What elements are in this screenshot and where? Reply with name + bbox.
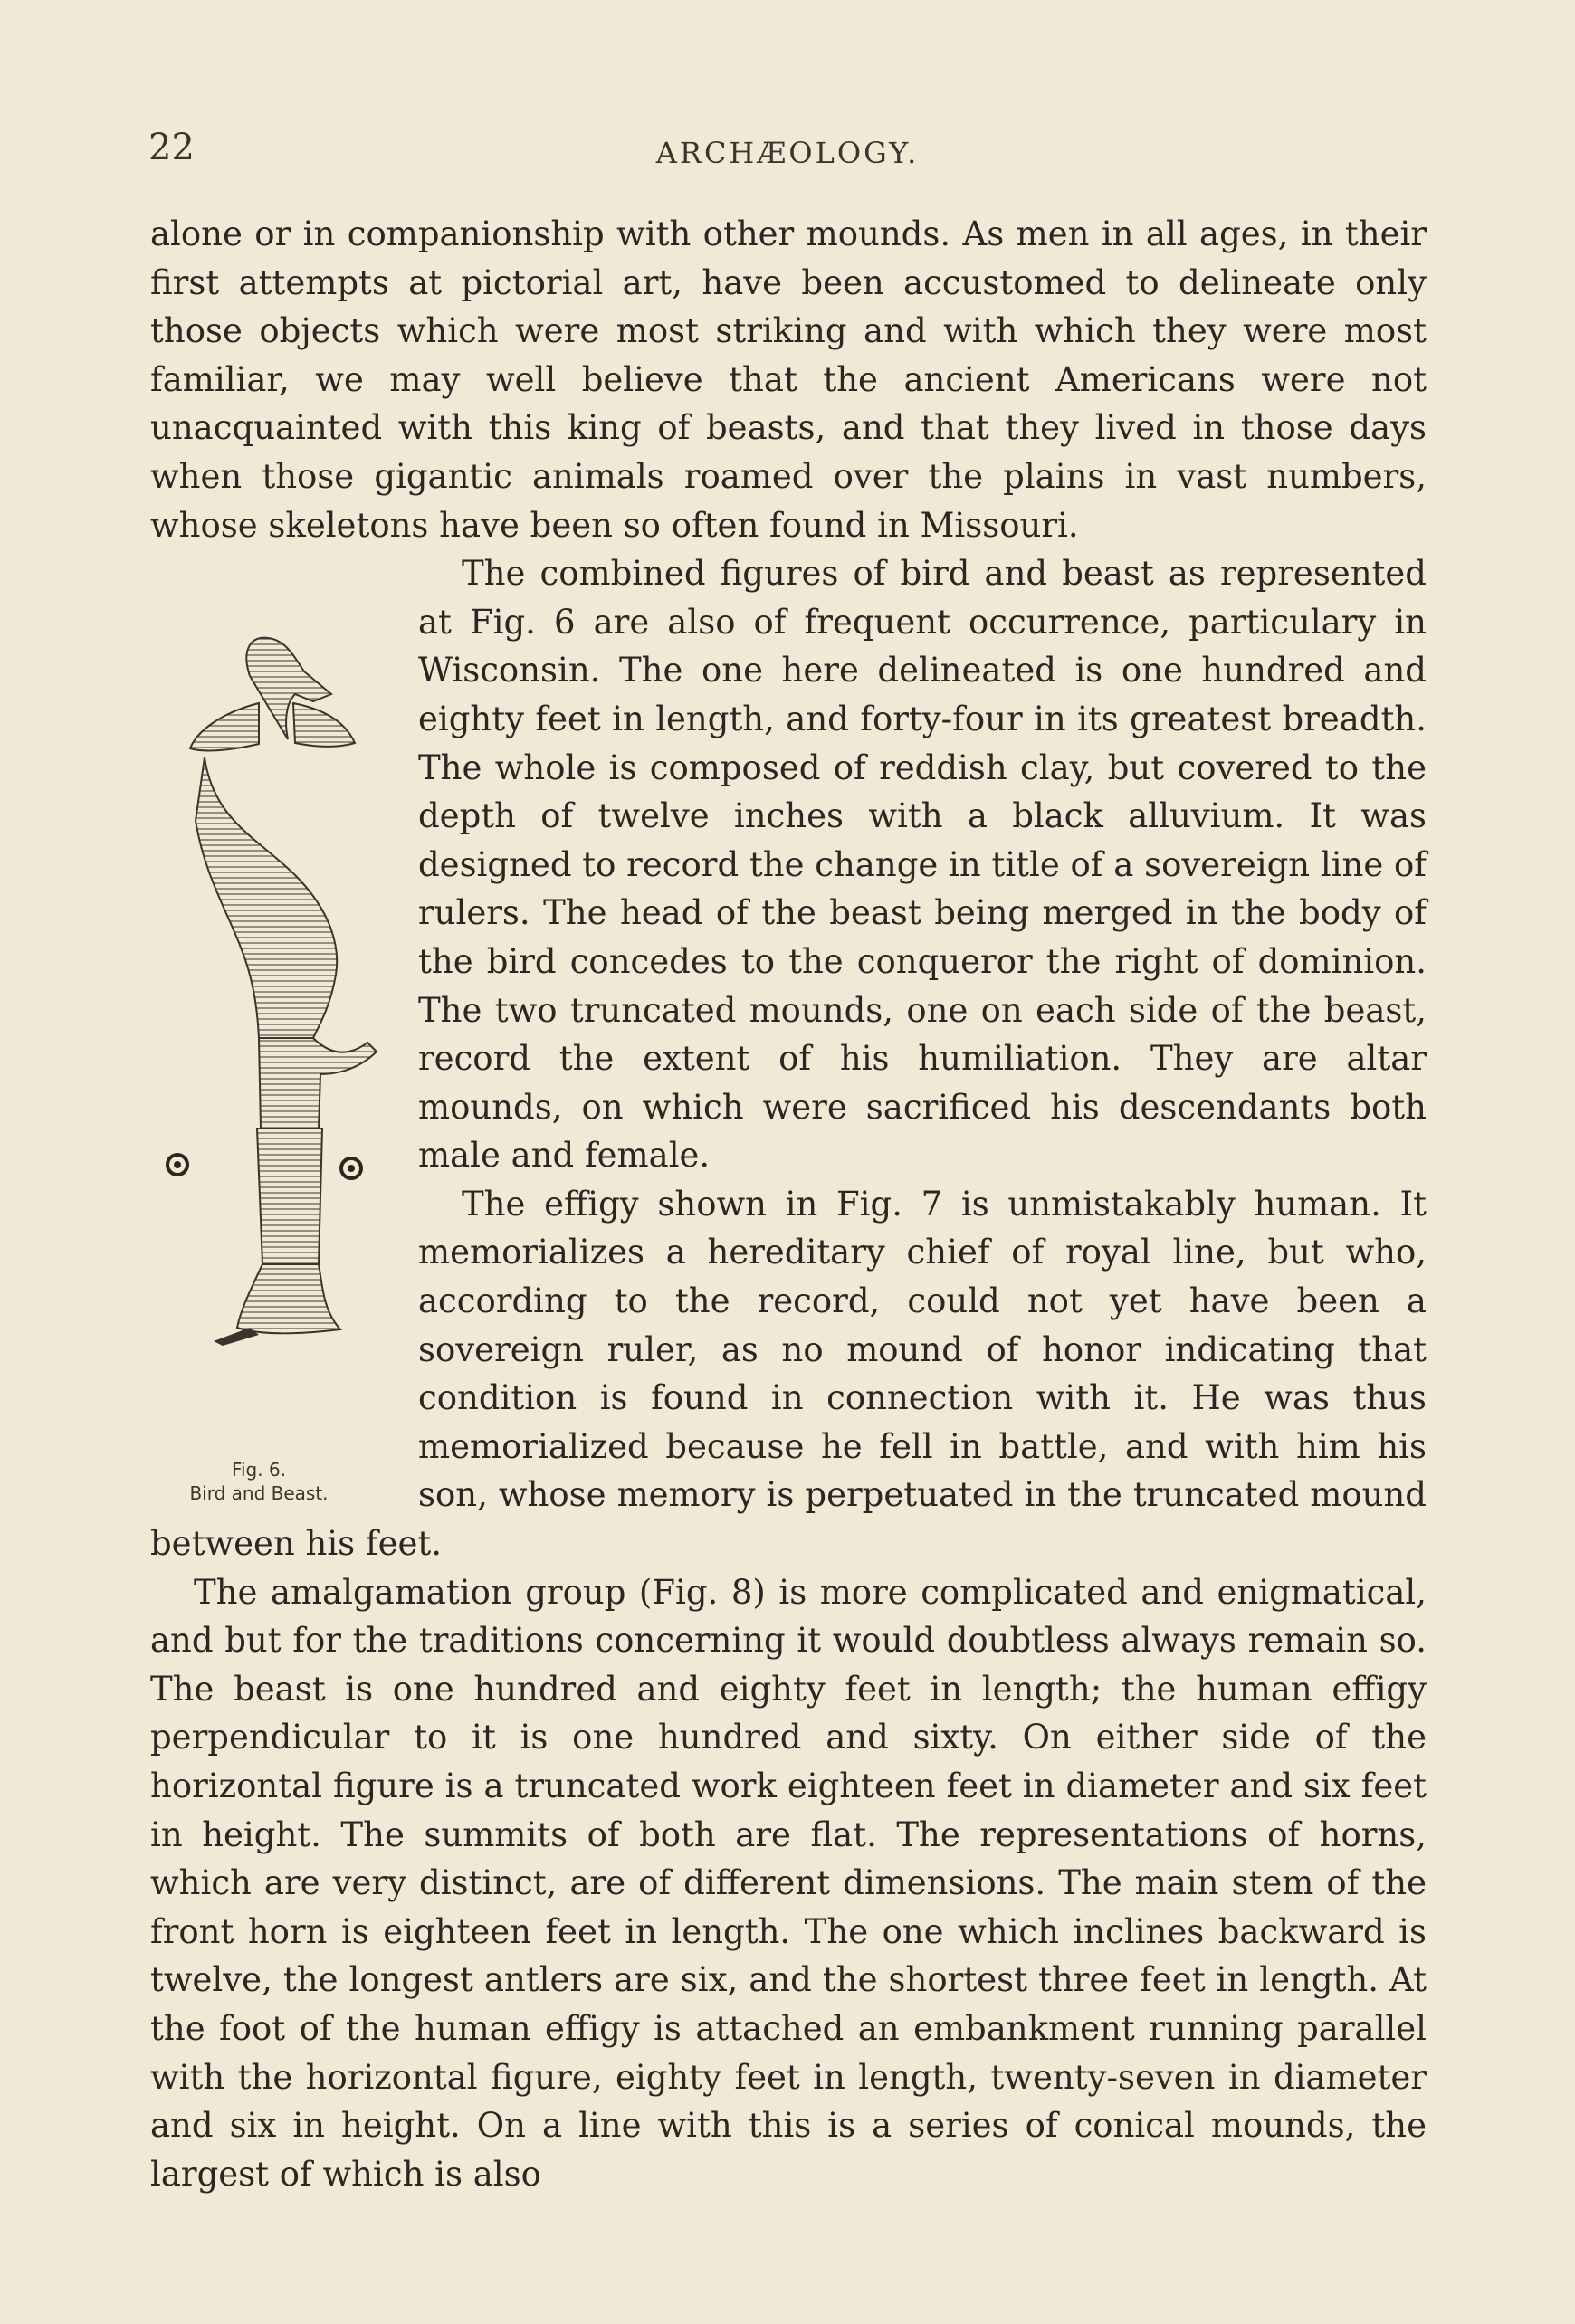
page-number: 22 (148, 127, 195, 168)
figure-label: Fig. 6. (231, 1459, 287, 1481)
paragraph-3: The effigy shown in Fig. 7 is unmistakably human. It memorializes a hereditary chief of royal line, but who, according to the record, could not yet have been a sovereign ruler, as no mound of honor indicating that condition is found in connection with it. He was thus memorialized because he fell in battle, and with him his son, whose memory is perpetuated in the truncated mound between his feet. (150, 1184, 1427, 1564)
bird-and-beast-illustration (150, 549, 386, 1454)
paragraph-4: The amalgamation group (Fig. 8) is more complicated and enigmatical, and but for the traditions concerning it would doubtless always remain so. The beast is one hundred and eighty feet in length; the human effigy perpendicular to it is one hundred and sixty. On either side of the horizontal figure is a truncated work eighteen feet in diameter and six feet in height. The summits of both are flat. The representations of horns, which are very distinct, are of different dimensions. The main stem of the front horn is eighteen feet in length. The one which inclines backward is twelve, the longest antlers are six, and the shortest three feet in length. At the foot of the human effigy is attached an embankment running parallel with the horizontal figure, eighty feet in length, twenty-seven in diameter and six in height. On a line with this is a series of conical mounds, the largest of which is also (150, 1572, 1427, 2194)
beast-head (259, 1038, 377, 1129)
figure-title: Bird and Beast. (189, 1482, 329, 1505)
figure-caption (150, 1458, 368, 1505)
bird-right-wing (293, 703, 355, 747)
paragraph-2: The combined figures of bird and beast as represented at Fig. 6 are also of frequent occurrence, particulary in Wisconsin. The one here delineated is one hundred and eighty feet in length, and forty-four in its greatest breadth. The whole is composed of reddish clay, but covered to the depth of twelve inches with a black alluvium. It was designed to record the change in title of a sovereign line of rulers. The head of the beast being merged in the body of the bird concedes to the conqueror the right of dominion. The two truncated mounds, one on each side of the beast, record the extent of his humiliation. They are altar mounds, on which were sacrificed his descendants both male and female. (418, 554, 1427, 1176)
figure-6 (150, 549, 400, 1518)
beast-legs (237, 1264, 340, 1333)
beast-tail (214, 1328, 259, 1346)
text-block (150, 210, 1427, 2198)
running-title: ARCHÆOLOGY. (655, 136, 920, 170)
beast-body (257, 1129, 322, 1264)
paragraph-1: alone or in companionship with other mounds. As men in all ages, in their first attempts at pictorial art, have been accustomed to delineate only those objects which were most striking and with which they were most familiar, we may well believe that the ancient Americans were not unacquainted with this king of beasts, and that they lived in those days when those gigantic animals roamed over the plains in vast numbers, whose skeletons have been so often found in Missouri. (150, 214, 1427, 545)
bird-body (196, 757, 337, 1038)
bird-left-wing (190, 703, 259, 750)
